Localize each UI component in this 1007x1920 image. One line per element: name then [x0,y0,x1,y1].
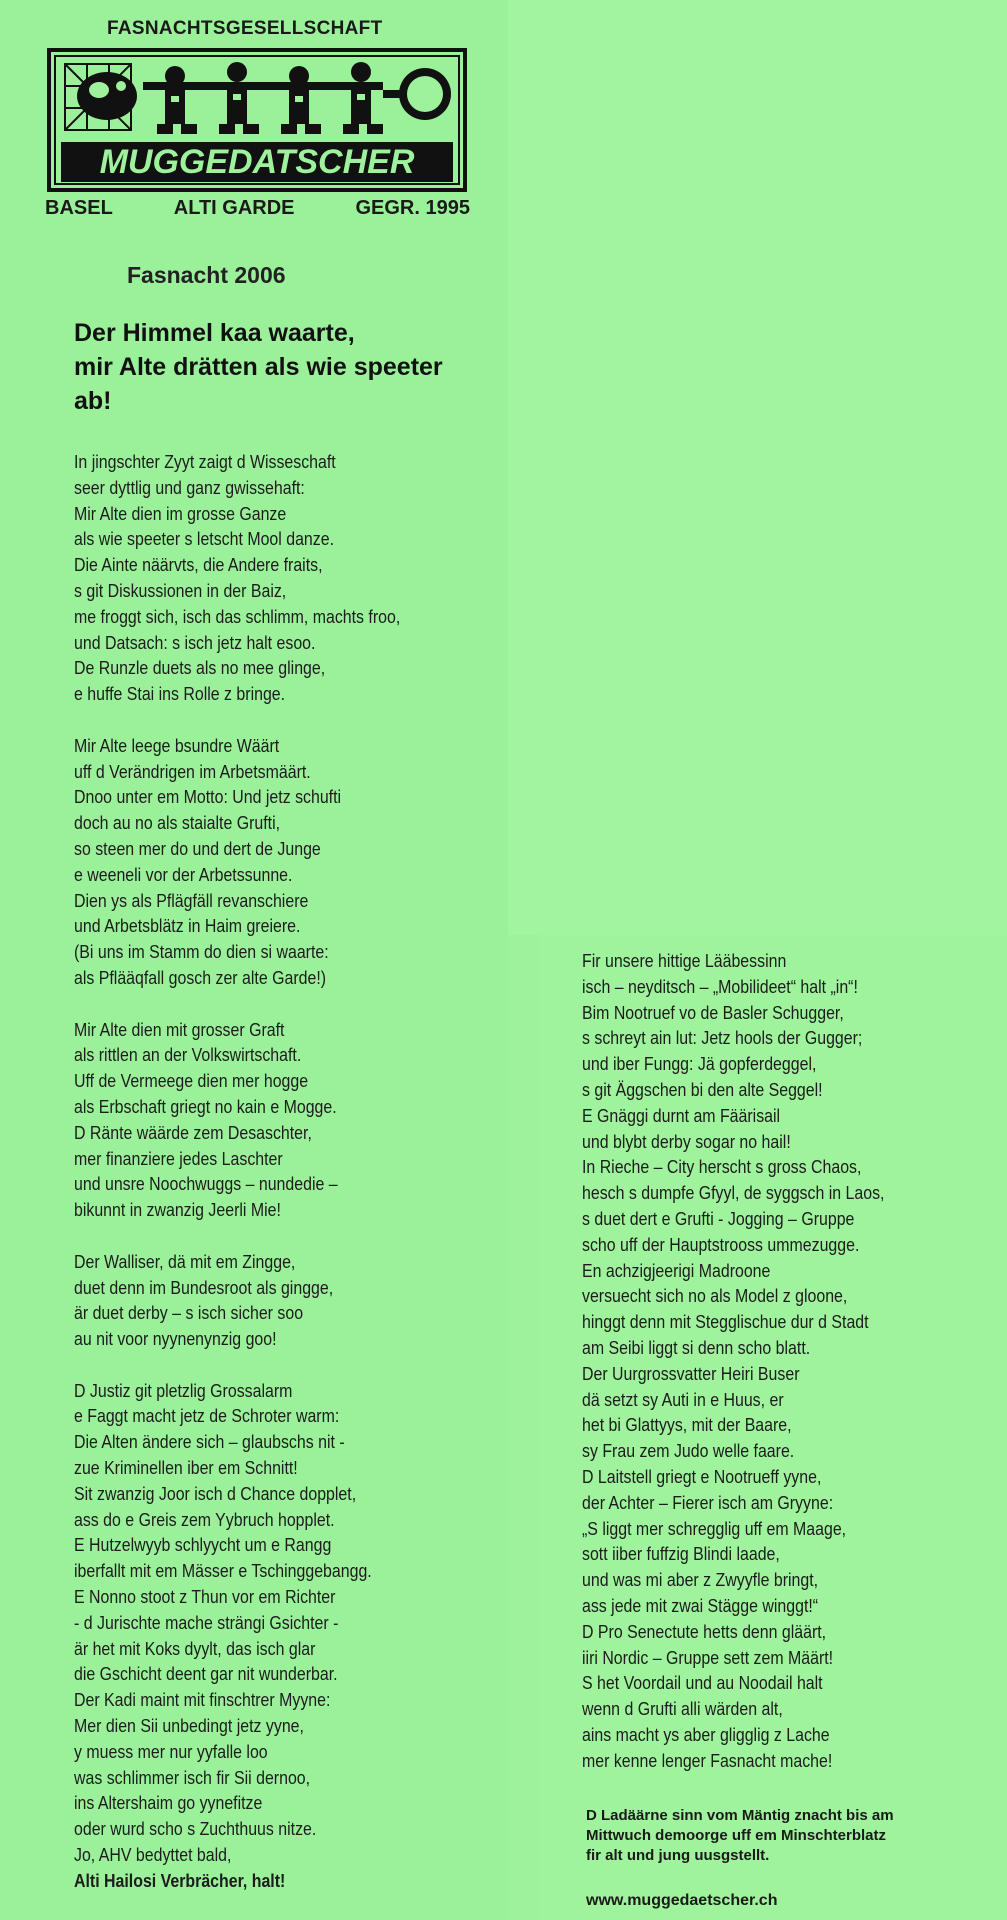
poem-line: doch au no als staialte Grufti, [74,812,281,834]
poem-line: und unsre Noochwuggs – nundedie – [74,1173,338,1195]
poem-line: bikunnt in zwanzig Jeerli Mie! [74,1199,281,1221]
poem-line: E Hutzelwyyb schlyycht um e Rangg [74,1534,332,1556]
poem-line: In Rieche – City herscht s gross Chaos, [582,1156,862,1178]
poem-line: e huffe Stai ins Rolle z bringe. [74,683,286,705]
poem-line: isch – neyditsch – „Mobilideet“ halt „in“! [582,975,858,997]
poem-line: mer finanziere jedes Laschter [74,1147,283,1169]
stanza [74,1249,487,1352]
poem-line: Mir Alte dien mit grosser Graft [74,1018,285,1040]
poem-line: D Justiz git pletzlig Grossalarm [74,1379,293,1401]
poem-line: De Runzle duets als no mee glinge, [74,657,326,679]
poem-line: hesch s dumpfe Gfyyl, de syggsch in Laos, [582,1182,885,1204]
poem-line: Dnoo unter em Motto: Und jetz schufti [74,786,342,808]
poem-line: Fir unsere hittige Lääbessinn [582,950,787,971]
poem-line: D Laitstell griegt e Nootrueff yyne, [582,1465,822,1487]
poem-line: Der Walliser, dä mit em Zingge, [74,1250,296,1272]
poem-line: Die Alten ändere sich – glaubschs nit - [74,1431,345,1453]
poem-line: Bim Nootruef vo de Basler Schugger, [582,1001,844,1023]
poem-line: und iber Fungg: Jä gopferdeggel, [582,1053,817,1075]
poem-line: was schlimmer isch fir Sii dernoo, [74,1766,311,1788]
poem-line: sy Frau zem Judo welle faare. [582,1440,795,1462]
poem-line: e weeneli vor der Arbetssunne. [74,863,293,885]
poem-line: am Seibi liggt si denn scho blatt. [582,1336,811,1358]
poem-line: und blybt derby sogar no hail! [582,1130,791,1152]
poem-line: Uff de Vermeege dien mer hogge [74,1070,309,1092]
poem-line: so steen mer do und dert de Junge [74,837,321,859]
poem-line: sott iiber fuffzig Blindi laade, [582,1543,780,1565]
poem-line: e Faggt macht jetz de Schroter warm: [74,1405,340,1427]
poem-line: „S liggt mer schregglig uff em Maage, [582,1517,847,1539]
poem-line: seer dyttlig und ganz gwissehaft: [74,476,305,498]
poem-line: me froggt sich, isch das schlimm, machts froo, [74,605,401,627]
poem-line: iiri Nordic – Gruppe sett zem Määrt! [582,1646,834,1668]
poem-line: die Gschicht deent gar nit wunderbar. [74,1663,338,1685]
poem-line: oder wurd scho s Zuchthuus nitze. [74,1818,317,1840]
poem-line: s duet dert e Grufti - Jogging – Gruppe [582,1207,855,1229]
poem-line: Jo, AHV bedyttet bald, [74,1844,232,1866]
poem-line: scho uff der Hauptstrooss ummezugge. [582,1233,860,1255]
poem-line: der Achter – Fierer isch am Gryyne: [582,1491,834,1513]
poem-line: als Pflääqfall gosch zer alte Garde!) [74,966,327,988]
poem-line: zue Kriminellen iber em Schnitt! [74,1457,298,1479]
notice-line: Mittwuch demoorge uff em Minschterblatz [586,1827,887,1844]
poem-line: uff d Verändrigen im Arbetsmäärt. [74,760,311,782]
poem-line: versuecht sich no als Model z gloone, [582,1285,848,1307]
poem-line: au nit voor nyynenynzig goo! [74,1328,277,1350]
poem-line: iberfallt mit em Mässer e Tschinggebangg. [74,1560,372,1582]
poem-line: Der Uurgrossvatter Heiri Buser [582,1362,800,1384]
society-name: FASNACHTSGESELLSCHAFT [107,18,383,39]
right-top-panel [508,0,1007,935]
poem-line: Mir Alte dien im grosse Ganze [74,502,287,524]
poem-line: het bi Glattyys, mit der Baare, [582,1414,792,1436]
group-label: ALTI GARDE [173,197,295,219]
muggedatscher-logo [47,48,467,192]
poem-line: als wie speeter s letscht Mool danze. [74,528,335,550]
poem-line: als rittlen an der Volkswirtschaft. [74,1044,302,1066]
city-label: BASEL [45,197,113,219]
poem-line: hinggt denn mit Stegglischue dur d Stadt [582,1311,869,1333]
poem-line: und Datsach: s isch jetz halt esoo. [74,631,316,653]
exhibition-notice [586,1806,986,1866]
poem-line: E Gnäggi durnt am Fäärisail [582,1104,781,1126]
poem-line: Dien ys als Pflägfäll revanschiere [74,889,309,911]
poem-line: Mer dien Sii unbedingt jetz yyne, [74,1715,304,1737]
poem-line: s schreyt ain lut: Jetz hools der Gugger; [582,1027,863,1049]
poem-line: duet denn im Bundesroot als gingge, [74,1276,334,1298]
poem-line: ass jede mit zwai Stägge winggt!“ [582,1594,819,1616]
stanza [74,733,487,991]
founded-label: GEGR. 1995 [355,197,470,219]
poem-closing-line: Alti Hailosi Verbrächer, halt! [74,1869,286,1891]
headline-line: Der Himmel kaa waarte, [74,319,355,347]
poem-line: D Ränte wäärde zem Desaschter, [74,1121,312,1143]
poem-line: mer kenne lenger Fasnacht mache! [582,1749,833,1771]
poem-left-column [74,449,487,1894]
logo-meta-row [45,197,470,220]
poem-line: als Erbschaft griegt no kain e Mogge. [74,1095,337,1117]
poem-line: - d Jurischte mache strängi Gsichter - [74,1611,339,1633]
poem-line: Sit zwanzig Joor isch d Chance dopplet, [74,1482,357,1504]
poem-line: S het Voordail und au Noodail halt [582,1672,823,1694]
poem-line: är het mit Koks dyylt, das isch glar [74,1637,316,1659]
poem-line: s git Äggschen bi den alte Seggel! [582,1078,823,1100]
poem-line: E Nonno stoot z Thun vor em Richter [74,1586,336,1608]
stanza [74,449,487,707]
poem-line: En achzigjeerigi Madroone [582,1259,771,1281]
poem-line: und was mi aber z Zwyyfle bringt, [582,1569,819,1591]
stanza [74,1378,487,1894]
notice-line: D Ladäärne sinn vom Mäntig znacht bis am [586,1807,894,1824]
poem-line: ins Altershaim go yynefitze [74,1792,263,1814]
poem-line: s git Diskussionen in der Baiz, [74,579,287,601]
notice-line: fir alt und jung uusgstellt. [586,1847,770,1864]
poem-line: und Arbetsblätz in Haim greiere. [74,915,301,937]
headline [74,316,474,418]
poem-line: dä setzt sy Auti in e Huus, er [582,1388,784,1410]
website-link[interactable]: www.muggedaetscher.ch [586,1892,778,1909]
poem-line: Die Ainte näärvts, die Andere fraits, [74,554,323,576]
headline-line: mir Alte drätten als wie speeter [74,353,443,381]
poem-line: wenn d Grufti alli wärden alt, [582,1698,783,1720]
poem-line: ass do e Greis zem Yybruch hopplet. [74,1508,335,1530]
poem-line: Mir Alte leege bsundre Wäärt [74,734,280,756]
poem-line: D Pro Senectute hetts denn gläärt, [582,1620,827,1642]
stanza [74,1017,487,1223]
poem-line: är duet derby – s isch sicher soo [74,1302,304,1324]
poem-line: Der Kadi maint mit finschtrer Myyne: [74,1689,331,1711]
poem-line: ains macht ys aber gligglig z Lache [582,1723,830,1745]
poem-line: (Bi uns im Stamm do dien si waarte: [74,941,329,963]
event-title: Fasnacht 2006 [127,262,286,288]
headline-line: ab! [74,387,112,415]
poem-right-column [582,948,986,1774]
poem-line: y muess mer nur yyfalle loo [74,1740,268,1762]
logo-text: MUGGEDATSCHER [99,143,415,181]
poem-line: In jingschter Zyyt zaigt d Wisseschaft [74,451,336,472]
